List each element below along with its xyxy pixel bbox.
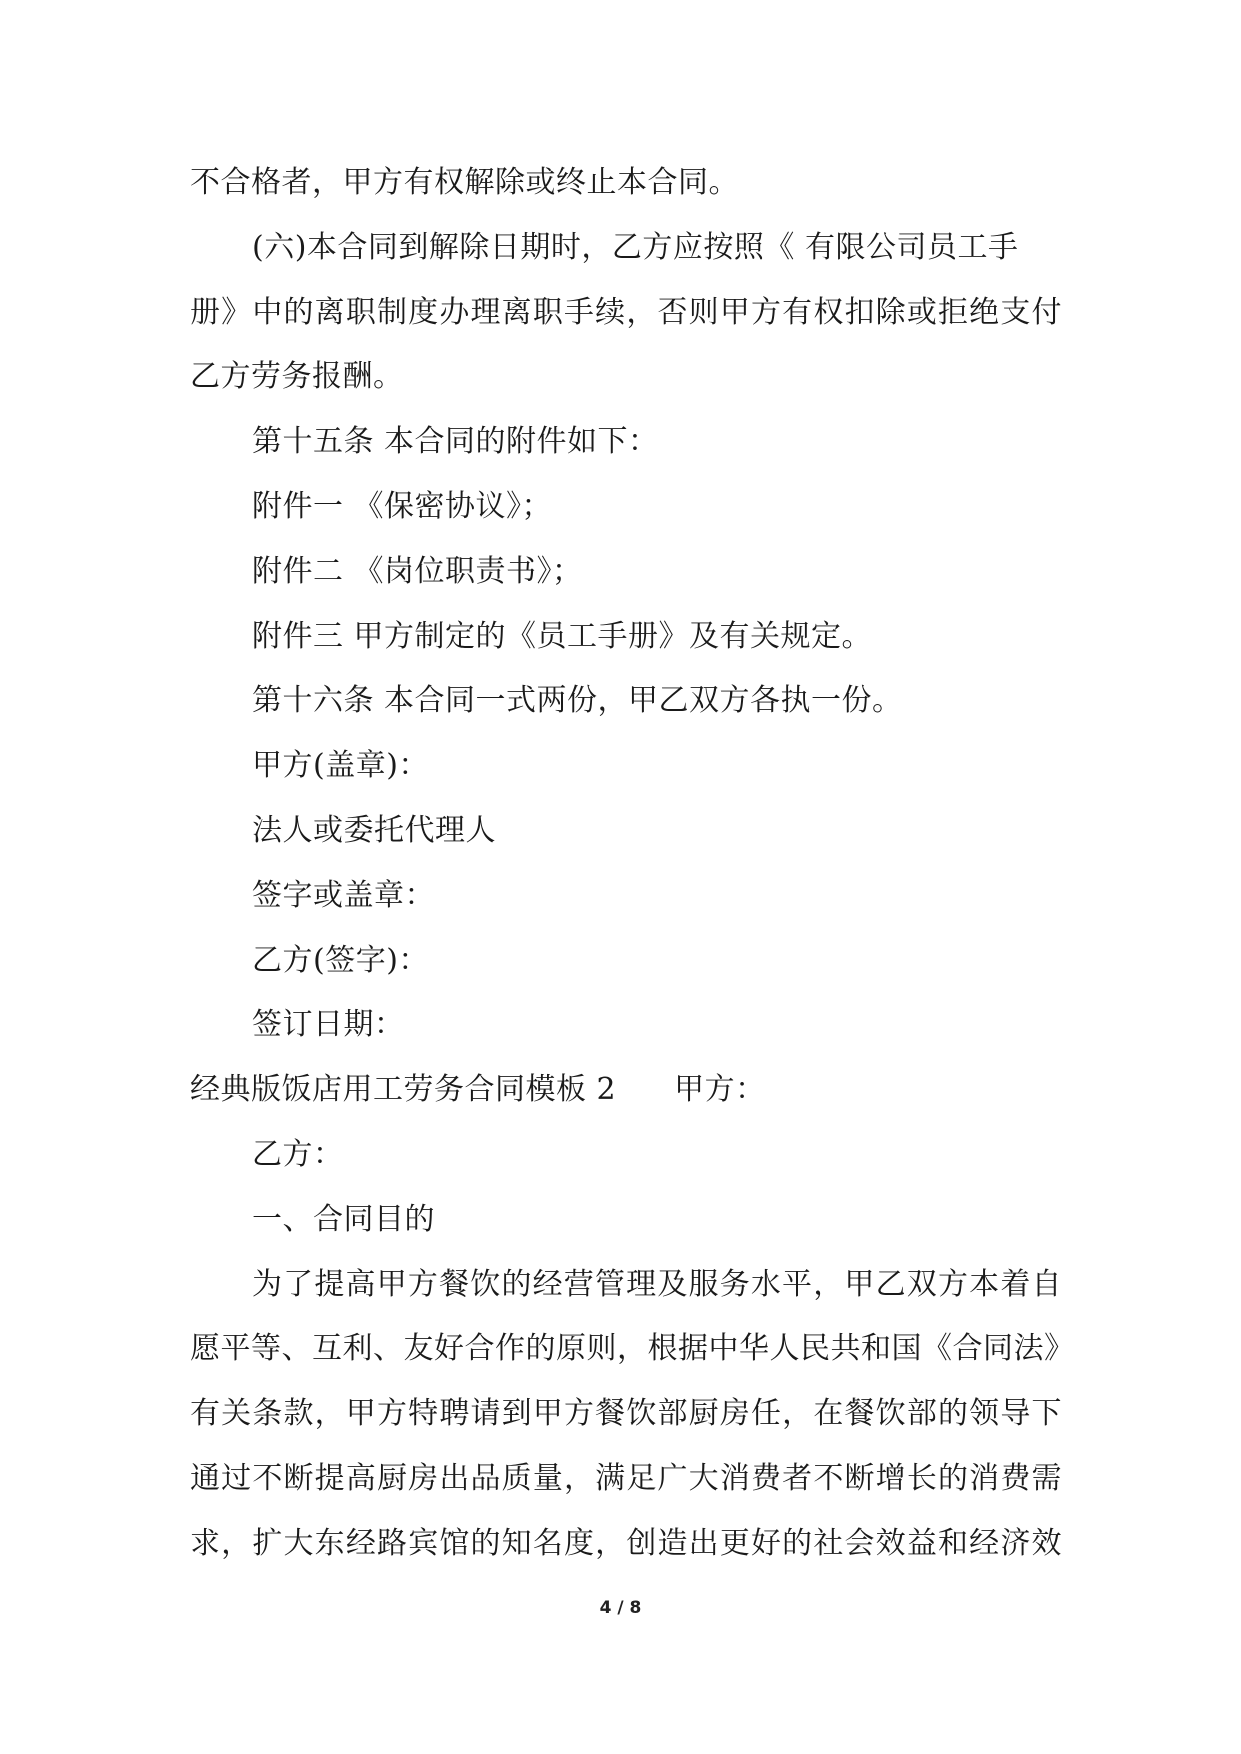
page-number: 4 / 8 <box>599 1598 642 1618</box>
article-heading: 第十五条 本合同的附件如下： <box>252 424 659 460</box>
attachment-item: 附件二 《岗位职责书》； <box>252 553 583 589</box>
paragraph-line: 有关条款，甲方特聘请到甲方餐饮部厨房任，在餐饮部的领导下 <box>190 1396 1062 1432</box>
article-heading: 第十六条 本合同一式两份，甲乙双方各执一份。 <box>252 683 903 719</box>
attachment-item: 附件三 甲方制定的《员工手册》及有关规定。 <box>252 618 873 654</box>
signature-line: 签订日期： <box>252 1007 405 1043</box>
signature-line: 签字或盖章： <box>252 877 435 913</box>
template-title: 经典版饭店用工劳务合同模板 2 <box>190 1072 617 1108</box>
section-heading: 一、合同目的 <box>252 1201 435 1237</box>
document-body <box>190 151 1075 1577</box>
paragraph-line: 求，扩大东经路宾馆的知名度，创造出更好的社会效益和经济效 <box>190 1525 1062 1561</box>
party-a-label: 甲方： <box>674 1072 766 1108</box>
paragraph-line: (六)本合同到解除日期时，乙方应按照《 有限公司员工手 <box>252 229 1019 265</box>
paragraph-line: 愿平等、互利、友好合作的原则，根据中华人民共和国《合同法》 <box>190 1331 1075 1367</box>
template-title-line <box>190 1058 1062 1123</box>
paragraph-line: 乙方劳务报酬。 <box>190 359 404 395</box>
paragraph-line: 册》中的离职制度办理离职手续，否则甲方有权扣除或拒绝支付 <box>190 294 1062 330</box>
paragraph-line: 不合格者，甲方有权解除或终止本合同。 <box>190 165 739 200</box>
signature-line: 甲方(盖章)： <box>252 748 429 784</box>
signature-line: 法人或委托代理人 <box>252 812 496 848</box>
attachment-item: 附件一 《保密协议》； <box>252 488 553 524</box>
paragraph-line: 为了提高甲方餐饮的经营管理及服务水平，甲乙双方本着自 <box>252 1266 1062 1302</box>
signature-line: 乙方(签字)： <box>252 942 429 978</box>
party-b-label: 乙方： <box>252 1136 344 1172</box>
paragraph-line: 通过不断提高厨房出品质量，满足广大消费者不断增长的消费需 <box>190 1460 1062 1496</box>
